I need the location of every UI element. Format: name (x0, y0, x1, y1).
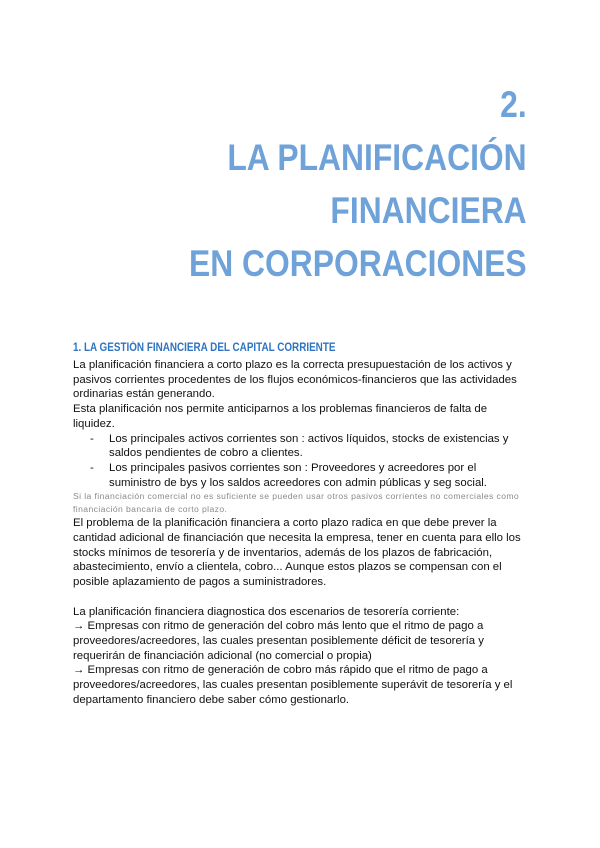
paragraph-problem: El problema de la planificación financiera a corto plazo radica en que debe prever la cantidad adicional de financiación que necesita la empresa, tener en cuenta para ello los stocks mínimos de tesorería y de inventarios, además de los plazos de fabricación, abastecimiento, envío a clientela, cobro... Aunque estos plazos se compensan con el posible aplazamiento de pagos a suministradores. (73, 517, 521, 589)
list-item (73, 461, 531, 490)
bullet-dash: - (90, 461, 94, 474)
list-item (73, 432, 531, 461)
section-body (73, 358, 531, 707)
chapter-title (189, 78, 527, 290)
chapter-title-line-2: FINANCIERA (330, 190, 527, 231)
paragraph-definition: La planificación financiera a corto plazo es la correcta presupuestación de los activos y pasivos corrientes procedentes de los flujos económicos-financieros que las actividades ordinarias están generando. (73, 359, 517, 401)
bullet-dash: - (90, 432, 94, 445)
paragraph-spacer (73, 590, 531, 605)
paragraph-scenario-deficit: → Empresas con ritmo de generación del cobro más lento que el ritmo de pago a proveedores/acreedores, las cuales presentan posiblemente déficit de tesorería y requerirán de financiación adicional (no comercial o propia) (73, 620, 484, 662)
list-item-text: Los principales activos corrientes son : activos líquidos, stocks de existencias y saldos pendientes de cobro a clientes. (109, 432, 509, 460)
list-item-text: Los principales pasivos corrientes son : Proveedores y acreedores por el suministro de bys y los saldos acreedores con admin públicas y seg social. (109, 461, 487, 489)
bullet-list (73, 432, 531, 491)
side-note: Si la financiación comercial no es suficiente se pueden usar otros pasivos corrientes no comerciales como financiación bancaria de corto plazo. (73, 491, 520, 515)
chapter-number: 2. (500, 84, 527, 125)
paragraph-purpose: Esta planificación nos permite anticiparnos a los problemas financieros de falta de liquidez. (73, 403, 488, 430)
paragraph-scenario-surplus: → Empresas con ritmo de generación de cobro más rápido que el ritmo de pago a proveedores/acreedores, las cuales presentan posiblemente superávit de tesorería y el departamento financiero debe saber cómo gestionarlo. (73, 664, 513, 706)
section-heading: 1. LA GESTIÓN FINANCIERA DEL CAPITAL CORRIENTE (73, 342, 336, 354)
chapter-title-line-3: EN CORPORACIONES (189, 243, 527, 284)
paragraph-scenarios-intro: La planificación financiera diagnostica dos escenarios de tesorería corriente: (73, 605, 460, 618)
chapter-title-line-1: LA PLANIFICACIÓN (227, 137, 527, 178)
